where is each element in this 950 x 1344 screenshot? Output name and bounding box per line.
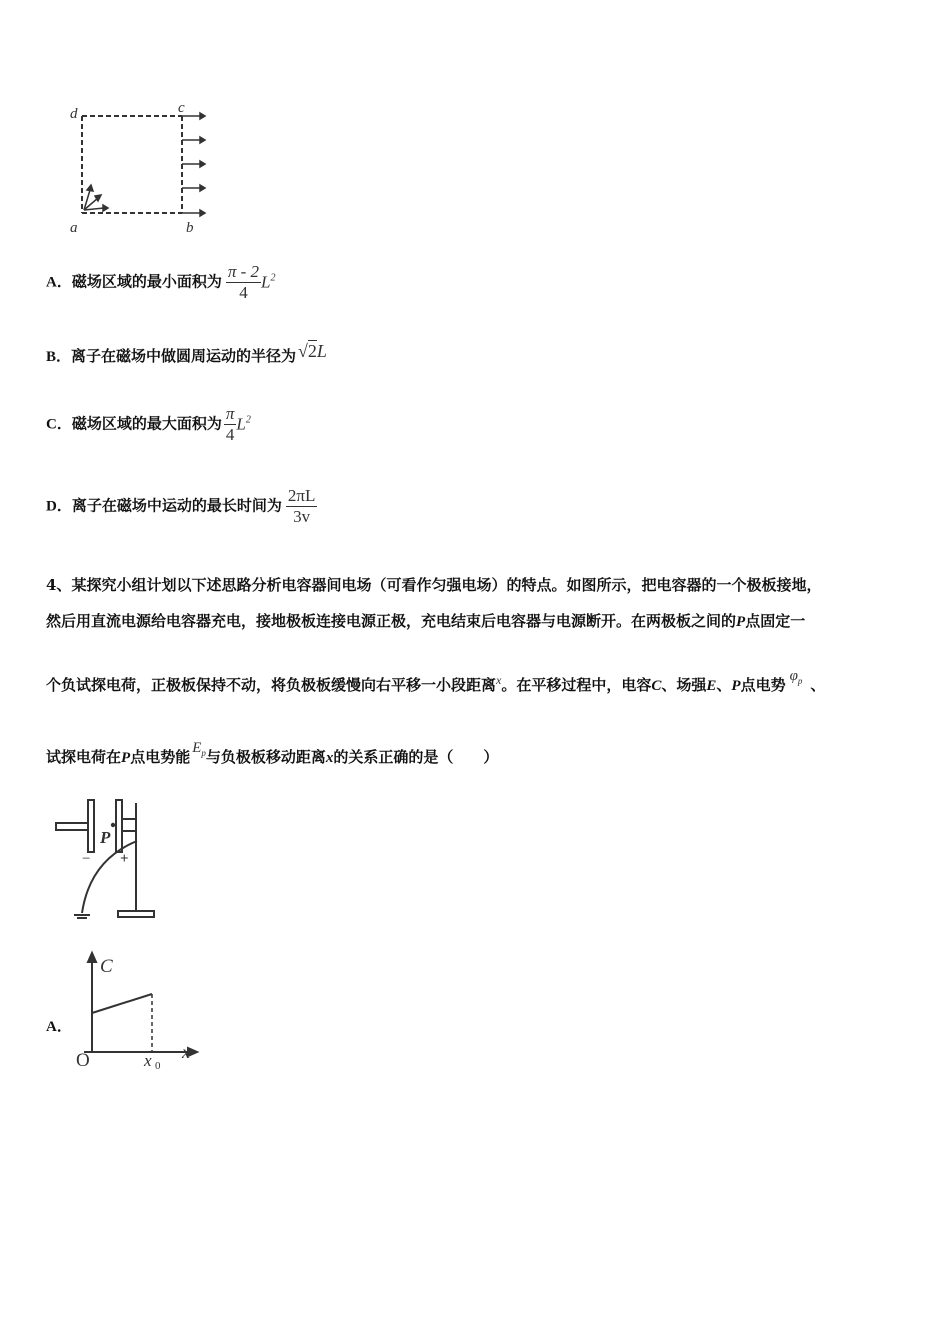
option-label: A． bbox=[46, 1019, 72, 1035]
question-text: 点电势 bbox=[740, 676, 786, 694]
question-text: 试探电荷在 bbox=[46, 748, 122, 766]
figure-capacitor bbox=[50, 795, 170, 925]
question-text: 某探究小组计划以下述思路分析电容器间电场（可看作匀强电场）的特点。如图所示，把电容器的一个极板接地， bbox=[71, 576, 822, 594]
option-text: 磁场区域的最小面积为 bbox=[71, 272, 222, 291]
math-symbol: L bbox=[316, 341, 327, 361]
fraction bbox=[224, 404, 237, 445]
math-symbol: L bbox=[236, 414, 246, 434]
label-d: d bbox=[70, 106, 78, 122]
label-c: c bbox=[178, 100, 185, 116]
sqrt-icon: √ bbox=[298, 341, 308, 361]
numerator: 2πL bbox=[287, 486, 316, 505]
math-symbol: L bbox=[261, 272, 271, 292]
symbol-phi-subscript: p bbox=[797, 676, 803, 686]
option-label: A． bbox=[46, 274, 72, 291]
question-text: 、 bbox=[716, 676, 732, 694]
question-text: 个负试探电荷，正极板保持不动，将负极板缓慢向右平移一小段距离 bbox=[46, 676, 497, 694]
question-4-line-2 bbox=[46, 610, 805, 631]
symbol-c: C bbox=[651, 678, 662, 694]
symbol-p: P bbox=[736, 614, 746, 630]
graph-capacitance-vs-x bbox=[70, 950, 210, 1075]
option-q4-a[interactable] bbox=[46, 1015, 72, 1036]
symbol-e-subscript: p bbox=[201, 748, 206, 758]
option-d[interactable] bbox=[46, 486, 317, 527]
question-4-line-4 bbox=[46, 740, 499, 768]
label-a: a bbox=[70, 220, 78, 236]
label-p: P bbox=[100, 828, 111, 847]
question-4-line-1 bbox=[46, 574, 821, 595]
symbol-phi: φ bbox=[789, 668, 798, 684]
fraction bbox=[286, 486, 317, 527]
label-plus: + bbox=[120, 851, 129, 867]
question-text: 与负极板移动距离 bbox=[205, 748, 326, 766]
question-text: 然后用直流电源给电容器充电，接地极板连接电源正极，充电结束后电容器与电源断开。在两极板之间的 bbox=[46, 612, 737, 630]
symbol-x: x bbox=[325, 750, 334, 766]
option-b[interactable] bbox=[46, 341, 327, 366]
radicand: 2 bbox=[307, 341, 317, 361]
question-text: 点电势能 bbox=[130, 748, 191, 766]
question-4-line-3 bbox=[46, 668, 826, 696]
question-text: 的关系正确的是（ ） bbox=[333, 748, 499, 766]
option-text: 离子在磁场中做圆周运动的半径为 bbox=[71, 347, 297, 365]
question-number: 4、 bbox=[46, 576, 72, 594]
fraction bbox=[226, 262, 261, 303]
symbol-x: x bbox=[496, 673, 502, 687]
exponent: 2 bbox=[270, 272, 276, 284]
denominator: 3v bbox=[293, 507, 311, 526]
symbol-e: E bbox=[706, 678, 717, 694]
tick-label-x0: x bbox=[144, 1051, 152, 1070]
option-label: D． bbox=[46, 498, 72, 515]
symbol-p: P bbox=[121, 750, 131, 766]
denominator: 4 bbox=[225, 425, 235, 444]
question-text: 。在平移过程中，电容 bbox=[501, 676, 652, 694]
label-b: b bbox=[186, 220, 194, 236]
symbol-p: P bbox=[731, 678, 741, 694]
question-text: 点固定一 bbox=[745, 612, 806, 630]
axis-label-x: x bbox=[182, 1042, 190, 1062]
option-label: C． bbox=[46, 416, 72, 433]
label-minus: − bbox=[82, 851, 91, 867]
option-label: B． bbox=[46, 349, 72, 365]
denominator: 4 bbox=[239, 283, 248, 302]
numerator: π bbox=[225, 404, 235, 423]
option-text: 磁场区域的最大面积为 bbox=[71, 414, 222, 433]
symbol-e: E bbox=[192, 740, 202, 756]
option-c[interactable] bbox=[46, 404, 251, 445]
figure-magnetic-region bbox=[60, 98, 220, 243]
exponent: 2 bbox=[245, 414, 251, 426]
axis-origin: O bbox=[76, 1050, 90, 1071]
axis-label-c: C bbox=[100, 956, 113, 977]
tick-label-x0-subscript: 0 bbox=[155, 1060, 161, 1072]
option-text: 离子在磁场中运动的最长时间为 bbox=[71, 496, 282, 515]
question-text: 、 bbox=[810, 676, 826, 694]
option-a[interactable] bbox=[46, 262, 276, 303]
question-text: 、场强 bbox=[661, 676, 707, 694]
numerator: π - 2 bbox=[227, 262, 260, 281]
